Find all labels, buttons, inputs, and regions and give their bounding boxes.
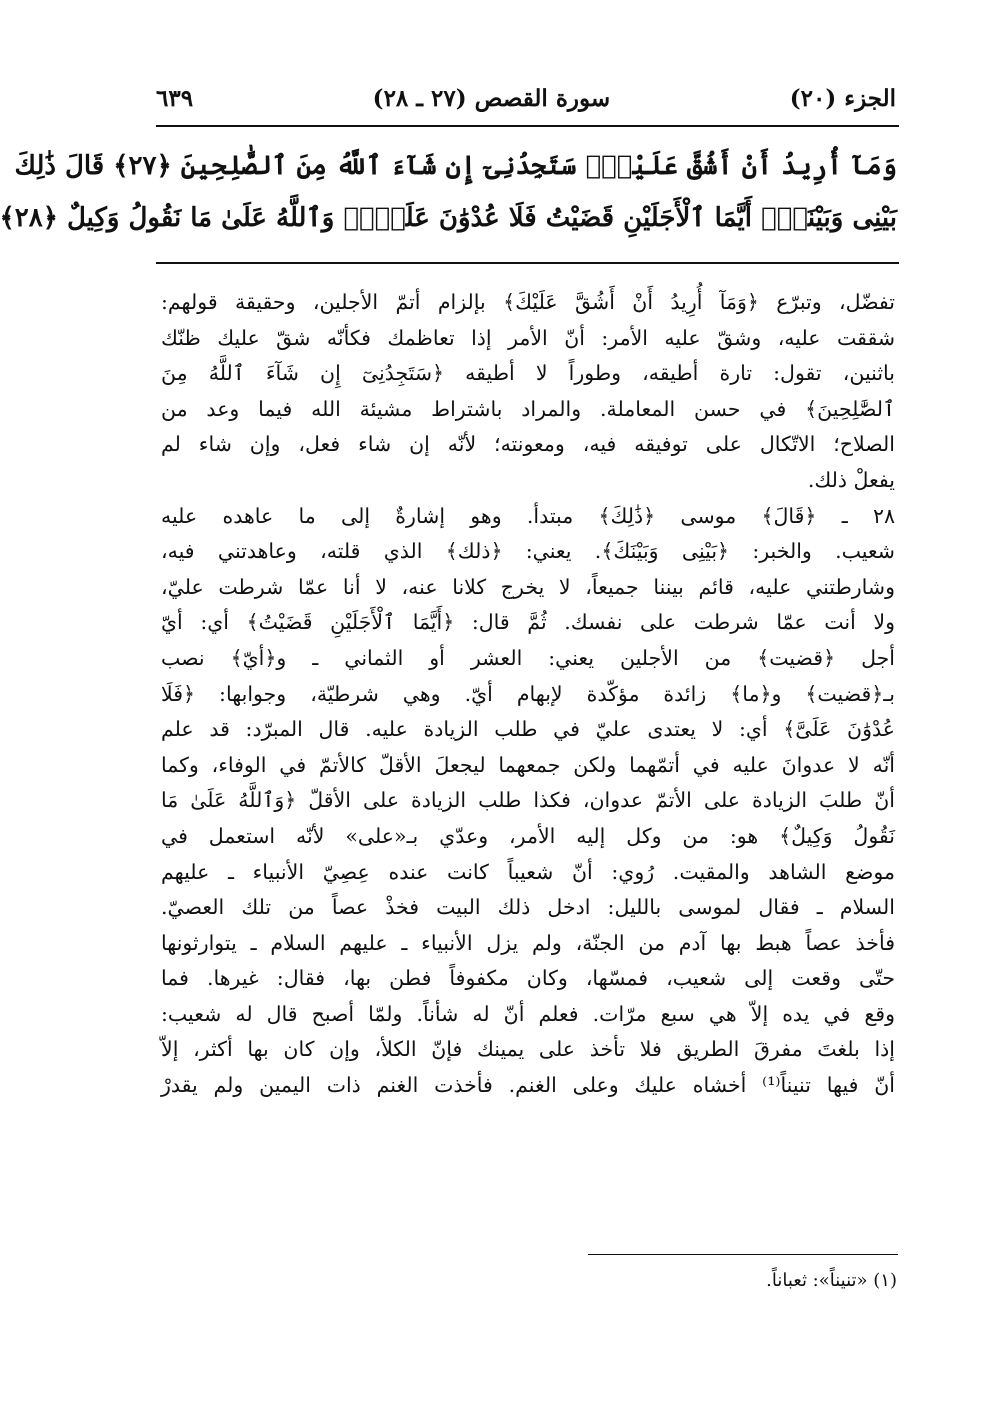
commentary-line: إذا بلغتَ مفرقَ الطريق فلا تأخذ على يمينك فإنّ الكلأ، وإن كان بها أكثر، إلاّ <box>161 1037 895 1062</box>
commentary-line: شعيب. والخبر: ﴿بَيْنِى وَبَيْنَكَ﴾. يعني: ﴿ذلك﴾ الذي قلته، وعاهدتني فيه، <box>161 539 895 564</box>
commentary-line: وشارطتني عليه، قائم بيننا جميعاً، لا يخرج كلانا عنه، لا أنا عمّا شرطت عليّ، <box>161 574 895 599</box>
commentary-line: موضع الشاهد والمقيت. رُوي: أنّ شعيباً كانت عنده عِصِيّ الأنبياء ـ عليهم <box>161 859 895 884</box>
commentary-line: باثنين، تقول: تارة أطيقه، وطوراً لا أطيقه ﴿سَتَجِدُنِىٓ إِن شَآءَ ٱللَّهُ مِنَ <box>161 361 895 386</box>
commentary-line: أنّ طلبَ الزيادة على الأتمّ عدوان، فكذا طلب الزيادة على الأقلّ ﴿وَٱللَّهُ عَلَىٰ مَا <box>161 788 895 813</box>
commentary-line: أنّ فيها تنيناً⁽¹⁾ أخشاه عليك وعلى الغنم. فأخذت الغنم ذات اليمين ولم يقدرْ <box>161 1073 895 1098</box>
page-number: ٦٣٩ <box>156 84 194 112</box>
commentary-line: فأخذ عصاً هبط بها آدم من الجنّة، ولم يزل الأنبياء ـ عليهم السلام ـ يتوارثونها <box>161 930 895 955</box>
commentary-line: السلام ـ فقال لموسى بالليل: ادخل ذلك البيت فخذْ عصاً من تلك العصيّ. <box>161 895 895 920</box>
page-header <box>156 78 896 118</box>
footnote-divider <box>588 1254 898 1255</box>
commentary-line: شققت عليه، وشقّ عليه الأمر: أنّ الأمر إذا تعاظمك فكأنّه شقّ عليك ظنّك <box>161 325 895 350</box>
commentary-body <box>161 285 895 1104</box>
header-divider <box>156 125 899 127</box>
commentary-line: بـ﴿قضيت﴾ و﴿ما﴾ زائدة مؤكّدة لإبهام أيّ. وهي شرطيّة، وجوابها: ﴿فَلَا <box>161 681 895 706</box>
juz-label: الجزء (٢٠) <box>789 84 896 112</box>
commentary-line: يفعلْ ذلك. <box>807 467 895 492</box>
surah-title: سورة القصص (٢٧ ـ ٢٨) <box>372 84 611 112</box>
commentary-line: وقع في يده إلاّ هي سبع مرّات. فعلم أنّ له شأناً. ولمّا أصبح قال له شعيب: <box>161 1001 895 1026</box>
commentary-line: ٱلصَّٰلِحِينَ﴾ في حسن المعاملة. والمراد باشتراط مشيئة الله فيما وعد من <box>161 396 895 421</box>
quran-line: وَمَآ أُرِيدُ أَنْ أَشُقَّ عَلَيْكَۚ سَتَجِدُنِىٓ إِن شَآءَ ٱللَّهُ مِنَ ٱلصَّٰلِحِينَ ﴿٢٧﴾ قَالَ ذَٰلِكَ <box>14 151 897 181</box>
verse-divider <box>156 262 899 264</box>
commentary-line: عُدْوَٰنَ عَلَىَّ﴾ أي: لا يعتدى عليّ في طلب الزيادة عليه. قال المبرّد: قد علم <box>161 717 895 742</box>
commentary-line: أنّه لا عدوانَ عليه في أتمّهما ولكن جمعهما ليجعلَ الأقلّ كالأتمّ في الوفاء، وكما <box>161 752 895 777</box>
commentary-line: أجل ﴿قضيت﴾ من الأجلين يعني: العشر أو الثماني ـ و﴿أيّ﴾ نصب <box>161 645 895 670</box>
commentary-line: حتّى وقعت إلى شعيب، فمسّها، وكان مكفوفاً فطن بها، فقال: غيرها. فما <box>161 966 895 991</box>
commentary-line: نَقُولُ وَكِيلٌ﴾ هو: من وكل إليه الأمر، وعدّي بـ«على» لأنّه استعمل في <box>161 823 895 848</box>
quran-line: بَيْنِى وَبَيْنَكَۖ أَيَّمَا ٱلْأَجَلَيْنِ قَضَيْتُ فَلَا عُدْوَٰنَ عَلَىَّۖ وَٱللَّهُ عَلَىٰ مَا نَقُولُ وَكِيلٌ ﴿٢٨﴾ <box>0 203 897 233</box>
commentary-line: الصلاح؛ الاتّكال على توفيقه فيه، ومعونته؛ لأنّه إن شاء فعل، وإن شاء لم <box>161 432 895 457</box>
quran-verses <box>0 140 897 244</box>
commentary-line: ٢٨ ـ ﴿قَالَ﴾ موسى ﴿ذَٰلِكَ﴾ مبتدأ. وهو إشارةٌ إلى ما عاهده عليه <box>161 503 895 528</box>
commentary-line: ولا أنت عمّا شرطت على نفسك. ثُمَّ قال: ﴿أَيَّمَا ٱلْأَجَلَيْنِ قَضَيْتُ﴾ أي: أيّ <box>161 610 895 635</box>
footnote: (١) «تنيناً»: ثعباناً. <box>766 1270 897 1291</box>
commentary-line: تفضّل، وتبرّع ﴿وَمَآ أُرِيدُ أَنْ أَشُقَّ عَلَيْكَ﴾ بإلزام أتمّ الأجلين، وحقيقة قولهم: <box>161 290 895 314</box>
